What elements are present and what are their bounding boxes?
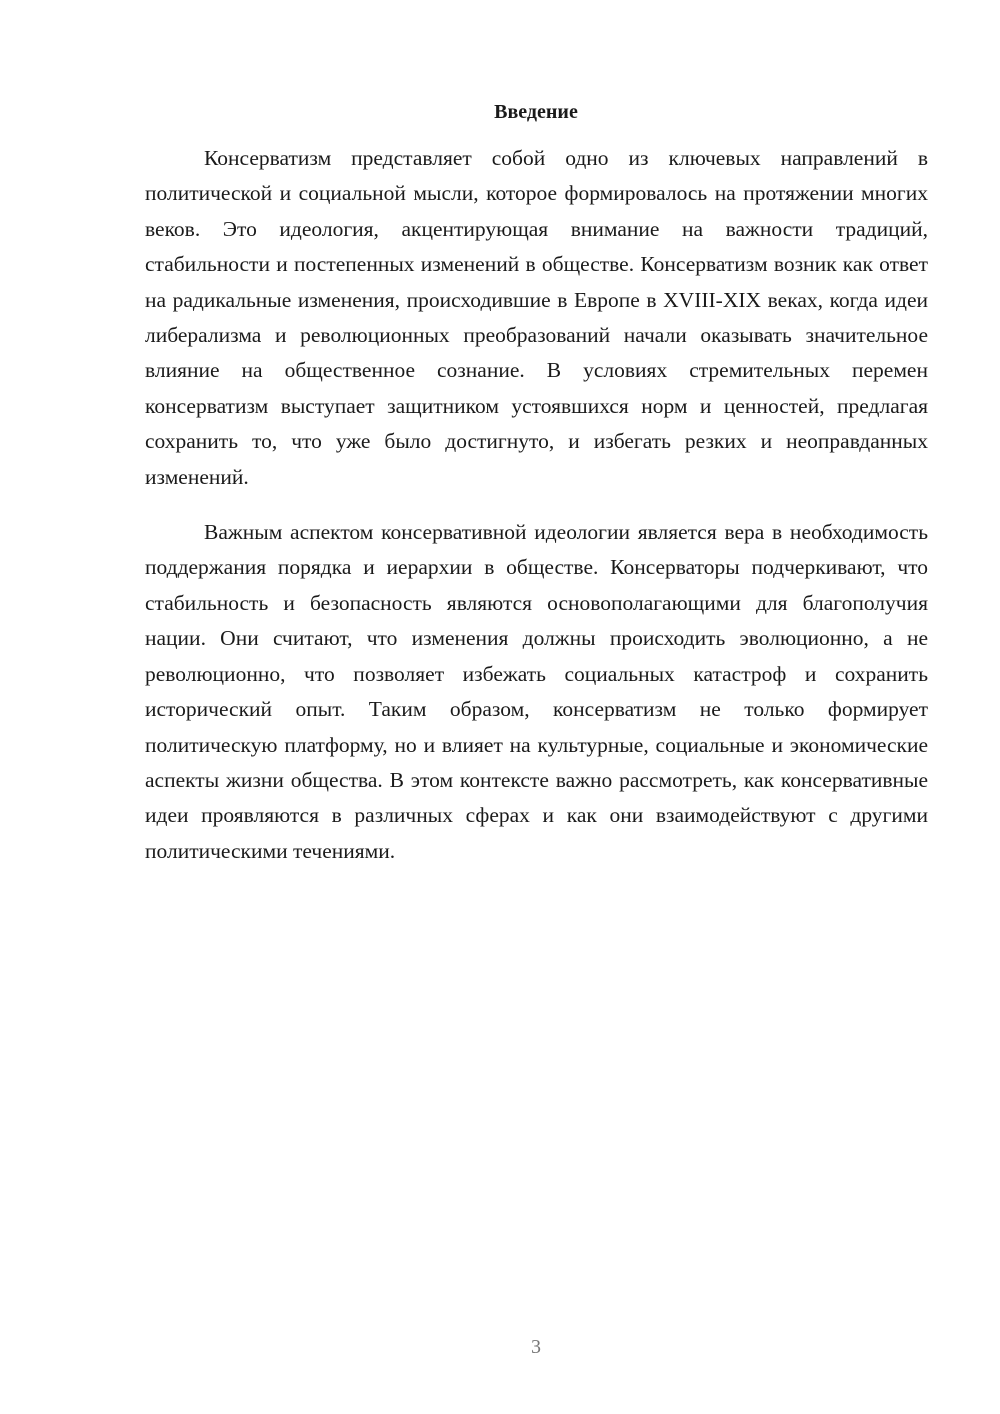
body-text <box>145 141 928 869</box>
page-number: 3 <box>531 1336 541 1358</box>
section-heading: Введение <box>494 101 578 123</box>
paragraph-2: Важным аспектом консервативной идеологии является вера в необходимость поддержания порядка и иерархии в обществе. Консерваторы подчеркивают, что стабильность и безопасность являются основополагающими для благополучия нации. Они считают, что изменения должны происходить эволюционно, а не революционно, что позволяет избежать социальных катастроф и сохранить исторический опыт. Таким образом, консерватизм не только формирует политическую платформу, но и влияет на культурные, социальные и экономические аспекты жизни общества. В этом контексте важно рассмотреть, как консервативные идеи проявляются в различных сферах и как они взаимодействуют с другими политическими течениями. <box>145 520 928 863</box>
paragraph-1: Консерватизм представляет собой одно из ключевых направлений в политической и социальной мысли, которое формировалось на протяжении многих веков. Это идеология, акцентирующая внимание на важности традиций, стабильности и постепенных изменений в обществе. Консерватизм возник как ответ на радикальные изменения, происходившие в Европе в XVIII-XIX веках, когда идеи либерализма и революционных преобразований начали оказывать значительное влияние на общественное сознание. В условиях стремительных перемен консерватизм выступает защитником устоявшихся норм и ценностей, предлагая сохранить то, что уже было достигнуто, и избегать резких и неоправданных изменений. <box>145 146 928 489</box>
